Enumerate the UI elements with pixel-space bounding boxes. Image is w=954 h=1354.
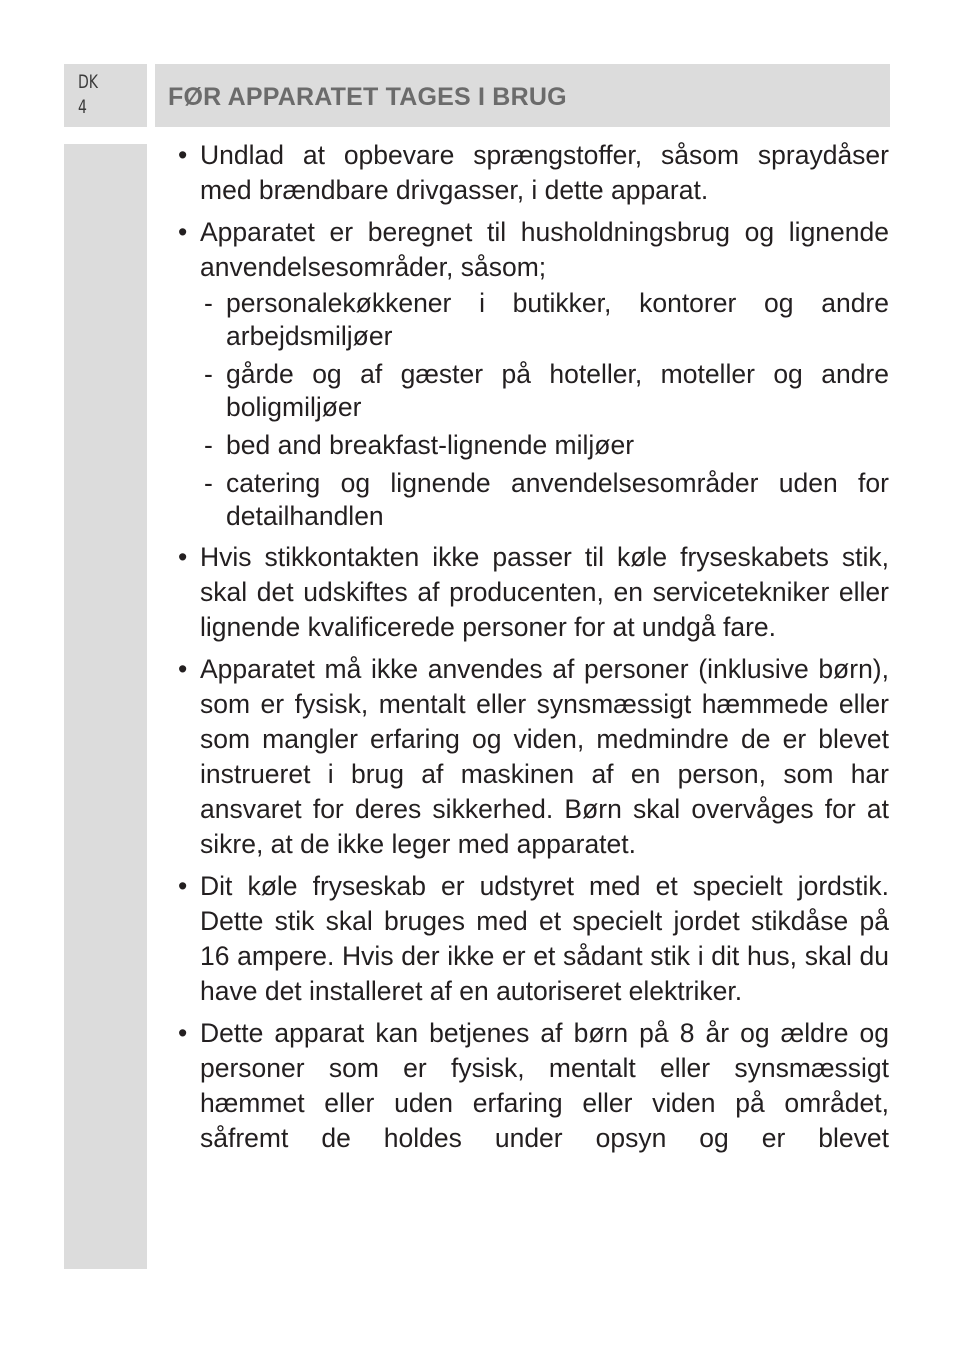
language-code: DK	[78, 71, 98, 93]
list-item-text: Apparatet er beregnet til husholdningsbrug og lignende anvendelsesområder, såsom;	[200, 217, 889, 282]
page-number: 4	[78, 96, 87, 118]
page-marker	[64, 64, 147, 127]
bullet: •	[178, 654, 188, 684]
list-item-text: Hvis stikkontakten ikke passer til køle fryseskabets stik, skal det udskiftes af producenten, en servicetekniker eller lignende kvalificerede personer for at undgå fare.	[200, 542, 889, 642]
dash: -	[204, 430, 213, 460]
list-item-text: Apparatet må ikke anvendes af personer (inklusive børn), som er fysisk, mentalt eller synsmæssigt hæmmede eller som mangler erfaring og viden, medmindre de er blevet instrueret i brug af maskinen af en person, som har ansvaret for deres sikkerhed. Børn skal overvåges for at sikre, at de ikke leger med apparatet.	[200, 654, 889, 859]
sub-list-item	[178, 358, 889, 424]
list-item-text: Dit køle fryseskab er udstyret med et specielt jordstik. Dette stik skal bruges med et specielt jordet stikdåse på 16 ampere. Hvis der ikke er et sådant stik i dit hus, skal du have det installeret af en autoriseret elektriker.	[200, 871, 889, 1006]
list-item	[178, 138, 889, 208]
list-item	[178, 1016, 889, 1156]
list-item	[178, 540, 889, 645]
list-item-text: Undlad at opbevare sprængstoffer, såsom spraydåser med brændbare drivgasser, i dette apparat.	[200, 140, 889, 205]
section-header	[155, 64, 890, 127]
dash: -	[204, 359, 213, 389]
sub-list-item	[178, 467, 889, 533]
section-title: FØR APPARATET TAGES I BRUG	[168, 83, 567, 111]
bullet: •	[178, 1018, 188, 1048]
dash: -	[204, 288, 213, 318]
bullet: •	[178, 871, 188, 901]
dash: -	[204, 468, 213, 498]
side-column	[64, 144, 147, 1269]
sub-list-item-text: bed and breakfast-lignende miljøer	[226, 430, 635, 460]
sub-list-item-text: gårde og af gæster på hoteller, moteller og andre boligmiljøer	[226, 359, 889, 422]
sub-list-item	[178, 287, 889, 353]
sub-list-item-text: catering og lignende anvendelsesområder uden for detailhandlen	[226, 468, 889, 531]
bullet: •	[178, 542, 188, 572]
sub-list-item-text: personalekøkkener i butikker, kontorer og andre arbejdsmiljøer	[226, 288, 889, 351]
sub-list-item	[178, 429, 889, 462]
page-marker-text	[78, 70, 98, 120]
list-item-text: Dette apparat kan betjenes af børn på 8 år og ældre og personer som er fysisk, mentalt eller synsmæssigt hæmmet eller uden erfaring eller viden på området, såfremt de holdes under opsyn og er blevet	[200, 1018, 889, 1153]
bullet: •	[178, 217, 188, 247]
list-item	[178, 215, 889, 285]
content	[178, 138, 889, 1163]
list-item	[178, 869, 889, 1009]
list-item	[178, 652, 889, 862]
bullet: •	[178, 140, 188, 170]
